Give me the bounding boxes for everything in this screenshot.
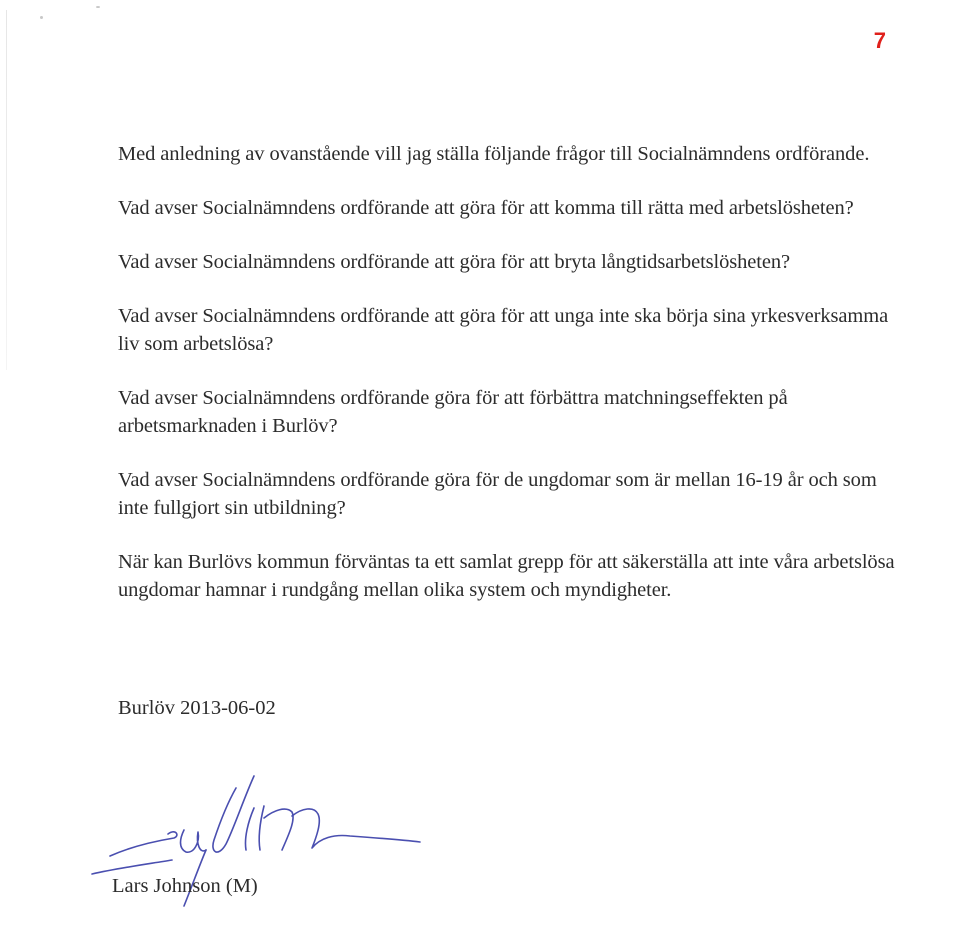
signatory-name: Lars Johnson (M): [112, 875, 258, 897]
page-number: 7: [873, 28, 886, 53]
paragraph-question-3: Vad avser Socialnämndens ordförande att göra för att unga inte ska börja sina yrkesverksamma liv som arbetslösa?: [118, 305, 889, 355]
paragraph-question-1: Vad avser Socialnämndens ordförande att göra för att komma till rätta med arbetslösheten?: [118, 197, 854, 219]
paragraph-intro: Med anledning av ovanstående vill jag ställa följande frågor till Socialnämndens ordförande.: [118, 143, 870, 165]
place-date: Burlöv 2013-06-02: [118, 697, 276, 719]
scan-edge-shadow: [6, 10, 7, 370]
paragraph-question-2: Vad avser Socialnämndens ordförande att göra för att bryta långtidsarbetslösheten?: [118, 251, 791, 273]
letter-body: [118, 140, 898, 630]
paragraph-question-6: När kan Burlövs kommun förväntas ta ett samlat grepp för att säkerställa att inte våra arbetslösa ungdomar hamnar i rundgång mellan olika system och myndigheter.: [118, 551, 895, 601]
scan-speck: [40, 16, 43, 19]
paragraph-question-5: Vad avser Socialnämndens ordförande göra för de ungdomar som är mellan 16-19 år och som inte fullgjort sin utbildning?: [118, 469, 877, 519]
paragraph-question-4: Vad avser Socialnämndens ordförande göra för att förbättra matchningseffekten på arbetsmarknaden i Burlöv?: [118, 387, 788, 437]
scan-speck: [96, 6, 100, 8]
